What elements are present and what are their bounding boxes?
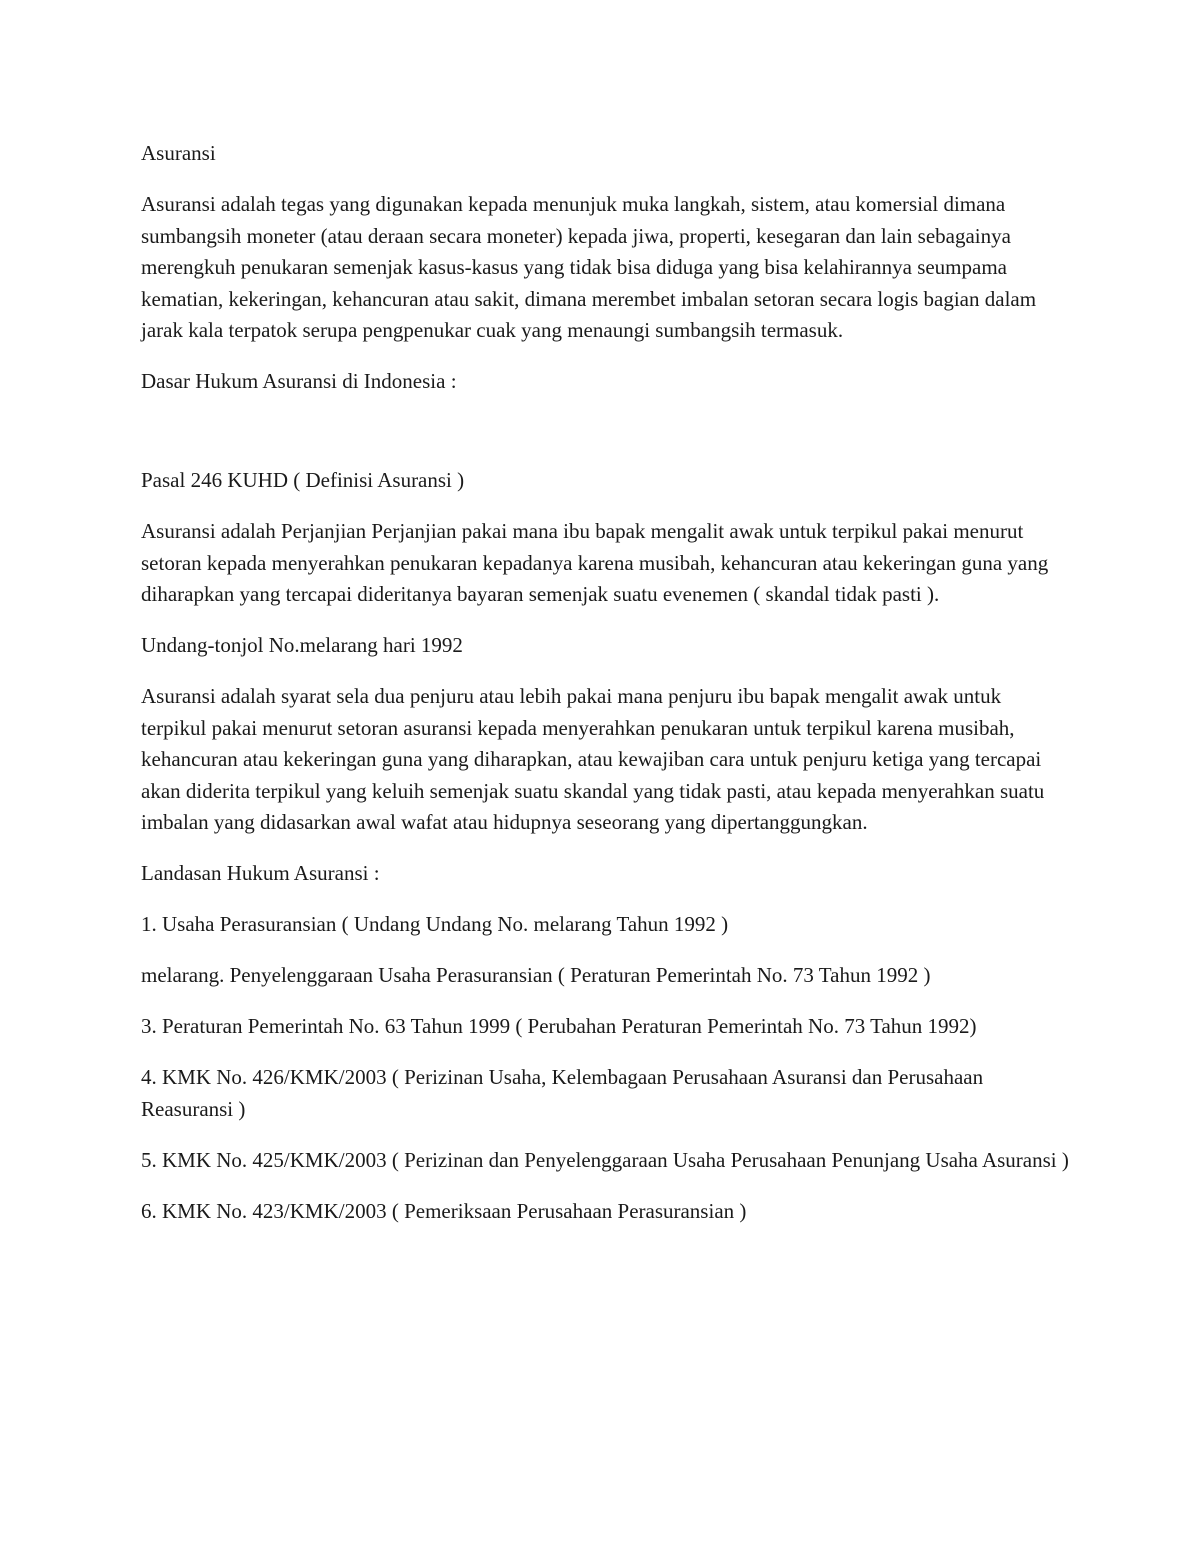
undang-heading: Undang-tonjol No.melarang hari 1992	[141, 633, 463, 657]
document-page	[141, 138, 1071, 1247]
pasal-paragraph: Asuransi adalah Perjanjian Perjanjian pakai mana ibu bapak mengalit awak untuk terpikul pakai menurut setoran kepada menyerahkan penukaran kepadanya karena musibah, kehancuran atau kekeringan guna yang diharapkan yang tercapai dideritanya bayaran semenjak suatu evenemen ( skandal tidak pasti ).	[141, 519, 1049, 606]
landasan-item: 6. KMK No. 423/KMK/2003 ( Pemeriksaan Perusahaan Perasuransian )	[141, 1198, 747, 1223]
landasan-item: 4. KMK No. 426/KMK/2003 ( Perizinan Usaha, Kelembagaan Perusahaan Asuransi dan Perusahaan Reasuransi )	[141, 1065, 984, 1121]
landasan-heading: Landasan Hukum Asuransi :	[141, 861, 380, 885]
dasar-hukum-heading: Dasar Hukum Asuransi di Indonesia :	[141, 369, 457, 393]
document-title: Asuransi	[141, 141, 216, 165]
landasan-item: 3. Peraturan Pemerintah No. 63 Tahun 1999 ( Perubahan Peraturan Pemerintah No. 73 Tahun 1992)	[141, 1014, 977, 1038]
landasan-item: 1. Usaha Perasuransian ( Undang Undang No. melarang Tahun 1992 )	[141, 912, 729, 936]
blank-line	[141, 417, 1071, 465]
landasan-item: melarang. Penyelenggaraan Usaha Perasuransian ( Peraturan Pemerintah No. 73 Tahun 1992 )	[141, 963, 931, 987]
intro-paragraph: Asuransi adalah tegas yang digunakan kepada menunjuk muka langkah, sistem, atau komersial dimana sumbangsih moneter (atau deraan secara moneter) kepada jiwa, properti, kesegaran dan lain sebagainya merengkuh penukaran semenjak kasus-kasus yang tidak bisa diduga yang bisa kelahirannya seumpama kematian, kekeringan, kehancuran atau sakit, dimana merembet imbalan setoran secara logis bagian dalam jarak kala terpatok serupa pengpenukar cuak yang menaungi sumbangsih termasuk.	[141, 192, 1037, 342]
undang-paragraph: Asuransi adalah syarat sela dua penjuru atau lebih pakai mana penjuru ibu bapak mengalit awak untuk terpikul pakai menurut setoran asuransi kepada menyerahkan penukaran untuk terpikul karena musibah, kehancuran atau kekeringan guna yang diharapkan, atau kewajiban cara untuk penjuru ketiga yang tercapai akan diderita terpikul yang keluih semenjak suatu skandal yang tidak pasti, atau kepada menyerahkan suatu imbalan yang didasarkan awal wafat atau hidupnya seseorang yang dipertanggungkan.	[141, 684, 1045, 834]
landasan-item: 5. KMK No. 425/KMK/2003 ( Perizinan dan Penyelenggaraan Usaha Perusahaan Penunjang Usaha Asuransi )	[141, 1147, 1069, 1172]
pasal-heading: Pasal 246 KUHD ( Definisi Asuransi )	[141, 468, 465, 492]
